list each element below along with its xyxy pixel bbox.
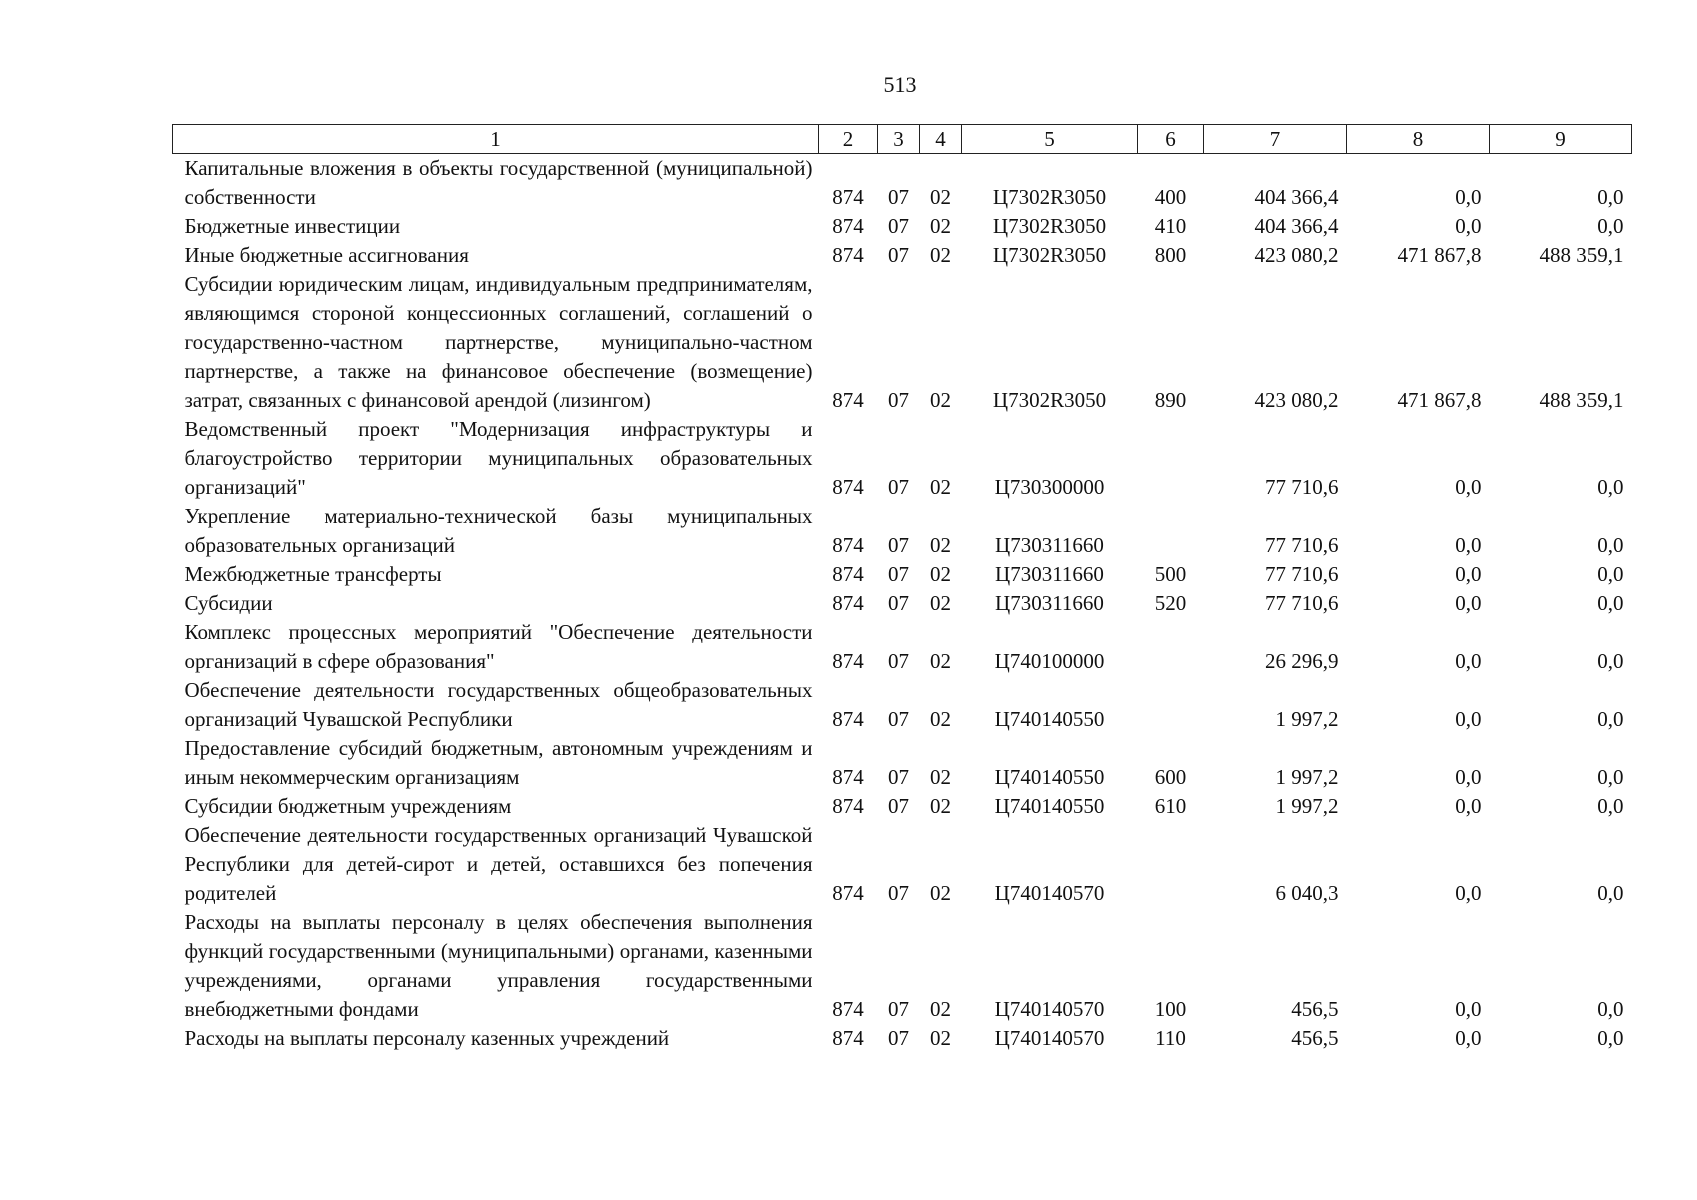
row-section-cell: 07 <box>888 765 909 789</box>
column-header: 1 <box>173 125 819 154</box>
row-name-cell: Расходы на выплаты персоналу казенных учреждений <box>184 1026 670 1050</box>
row-amount-3-cell: 488 359,1 <box>1539 388 1624 412</box>
table-row <box>173 560 1632 589</box>
row-section-cell: 07 <box>888 794 909 818</box>
row-target-code-cell: Ц740140550 <box>994 765 1105 789</box>
row-amount-3-cell: 0,0 <box>1597 591 1624 615</box>
row-section-cell: 07 <box>888 475 909 499</box>
row-amount-1-cell: 1 997,2 <box>1275 765 1339 789</box>
row-amount-3-cell: 0,0 <box>1597 475 1624 499</box>
row-amount-1-cell: 423 080,2 <box>1254 388 1339 412</box>
row-section-cell: 07 <box>888 185 909 209</box>
row-ved-cell: 874 <box>832 243 864 267</box>
row-amount-3-cell: 488 359,1 <box>1539 243 1624 267</box>
column-header: 4 <box>920 125 962 154</box>
row-expense-type-cell <box>1138 821 1204 908</box>
row-amount-2-cell: 0,0 <box>1455 1026 1482 1050</box>
row-amount-3-cell: 0,0 <box>1597 881 1624 905</box>
row-section-cell: 07 <box>888 243 909 267</box>
row-section-cell: 07 <box>888 649 909 673</box>
row-target-code-cell: Ц740140570 <box>994 881 1105 905</box>
row-amount-1-cell: 1 997,2 <box>1275 794 1339 818</box>
row-amount-2-cell: 0,0 <box>1455 214 1482 238</box>
table-row <box>173 734 1632 792</box>
row-amount-3-cell: 0,0 <box>1597 185 1624 209</box>
row-amount-3-cell: 0,0 <box>1597 214 1624 238</box>
row-ved-cell: 874 <box>832 185 864 209</box>
row-ved-cell: 874 <box>832 649 864 673</box>
row-name-cell: Укрепление материально-технической базы муниципальных образовательных организаций <box>184 504 813 557</box>
row-subsection-cell: 02 <box>930 388 951 412</box>
column-header: 8 <box>1347 125 1490 154</box>
column-header: 6 <box>1138 125 1204 154</box>
row-expense-type-cell: 410 <box>1154 214 1187 238</box>
row-expense-type-cell: 610 <box>1154 794 1187 818</box>
column-header: 2 <box>819 125 878 154</box>
row-target-code-cell: Ц7302R3050 <box>992 243 1107 267</box>
row-amount-2-cell: 0,0 <box>1455 997 1482 1021</box>
row-amount-1-cell: 6 040,3 <box>1275 881 1339 905</box>
column-header: 5 <box>962 125 1138 154</box>
row-ved-cell: 874 <box>832 533 864 557</box>
row-amount-1-cell: 77 710,6 <box>1265 475 1339 499</box>
table-row <box>173 270 1632 415</box>
row-target-code-cell: Ц740100000 <box>994 649 1105 673</box>
row-subsection-cell: 02 <box>930 707 951 731</box>
row-section-cell: 07 <box>888 214 909 238</box>
table-row <box>173 502 1632 560</box>
row-amount-1-cell: 404 366,4 <box>1254 185 1339 209</box>
table-row <box>173 821 1632 908</box>
row-subsection-cell: 02 <box>930 794 951 818</box>
row-subsection-cell: 02 <box>930 214 951 238</box>
row-amount-3-cell: 0,0 <box>1597 707 1624 731</box>
row-expense-type-cell <box>1138 618 1204 676</box>
column-header: 7 <box>1204 125 1347 154</box>
row-section-cell: 07 <box>888 562 909 586</box>
table-row <box>173 241 1632 270</box>
row-ved-cell: 874 <box>832 765 864 789</box>
row-expense-type-cell <box>1138 502 1204 560</box>
row-ved-cell: 874 <box>832 475 864 499</box>
row-section-cell: 07 <box>888 388 909 412</box>
row-ved-cell: 874 <box>832 214 864 238</box>
row-target-code-cell: Ц730311660 <box>995 591 1104 615</box>
row-name-cell: Обеспечение деятельности государственных общеобразовательных организаций Чувашской Республики <box>184 678 813 731</box>
row-amount-2-cell: 0,0 <box>1455 591 1482 615</box>
budget-table <box>172 124 1632 1053</box>
row-amount-1-cell: 26 296,9 <box>1265 649 1339 673</box>
row-amount-2-cell: 0,0 <box>1455 533 1482 557</box>
row-target-code-cell: Ц730300000 <box>994 475 1105 499</box>
row-name-cell: Иные бюджетные ассигнования <box>184 243 469 267</box>
row-name-cell: Капитальные вложения в объекты государственной (муниципальной) собственности <box>184 156 813 209</box>
row-subsection-cell: 02 <box>930 591 951 615</box>
row-target-code-cell: Ц7302R3050 <box>992 185 1107 209</box>
row-ved-cell: 874 <box>832 707 864 731</box>
row-amount-2-cell: 0,0 <box>1455 649 1482 673</box>
row-name-cell: Субсидии <box>184 591 273 615</box>
table-row <box>173 212 1632 241</box>
row-amount-1-cell: 423 080,2 <box>1254 243 1339 267</box>
row-target-code-cell: Ц740140570 <box>994 1026 1105 1050</box>
row-expense-type-cell: 890 <box>1154 388 1187 412</box>
row-target-code-cell: Ц740140550 <box>994 707 1105 731</box>
row-expense-type-cell: 520 <box>1154 591 1187 615</box>
row-subsection-cell: 02 <box>930 649 951 673</box>
row-expense-type-cell <box>1138 415 1204 502</box>
table-row <box>173 676 1632 734</box>
row-ved-cell: 874 <box>832 997 864 1021</box>
row-target-code-cell: Ц740140570 <box>994 997 1105 1021</box>
row-ved-cell: 874 <box>832 1026 864 1050</box>
row-amount-3-cell: 0,0 <box>1597 562 1624 586</box>
row-target-code-cell: Ц7302R3050 <box>992 214 1107 238</box>
row-section-cell: 07 <box>888 533 909 557</box>
row-subsection-cell: 02 <box>930 997 951 1021</box>
row-ved-cell: 874 <box>832 562 864 586</box>
row-ved-cell: 874 <box>832 388 864 412</box>
table-row <box>173 618 1632 676</box>
row-expense-type-cell: 500 <box>1154 562 1187 586</box>
row-amount-1-cell: 1 997,2 <box>1275 707 1339 731</box>
row-expense-type-cell: 100 <box>1154 997 1187 1021</box>
row-expense-type-cell <box>1138 676 1204 734</box>
column-header: 3 <box>878 125 920 154</box>
row-amount-1-cell: 77 710,6 <box>1265 562 1339 586</box>
row-subsection-cell: 02 <box>930 765 951 789</box>
row-expense-type-cell: 400 <box>1154 185 1187 209</box>
row-name-cell: Бюджетные инвестиции <box>184 214 401 238</box>
row-amount-2-cell: 0,0 <box>1455 881 1482 905</box>
row-section-cell: 07 <box>888 1026 909 1050</box>
row-amount-2-cell: 0,0 <box>1455 562 1482 586</box>
row-target-code-cell: Ц730311660 <box>995 562 1104 586</box>
row-amount-1-cell: 404 366,4 <box>1254 214 1339 238</box>
row-amount-2-cell: 0,0 <box>1455 185 1482 209</box>
row-expense-type-cell: 110 <box>1155 1026 1186 1050</box>
row-amount-1-cell: 77 710,6 <box>1265 533 1339 557</box>
row-subsection-cell: 02 <box>930 475 951 499</box>
row-name-cell: Межбюджетные трансферты <box>184 562 442 586</box>
row-amount-2-cell: 0,0 <box>1455 765 1482 789</box>
row-amount-1-cell: 77 710,6 <box>1265 591 1339 615</box>
row-amount-3-cell: 0,0 <box>1597 997 1624 1021</box>
row-amount-3-cell: 0,0 <box>1597 1026 1624 1050</box>
row-amount-3-cell: 0,0 <box>1597 533 1624 557</box>
row-amount-1-cell: 456,5 <box>1291 1026 1339 1050</box>
table-body <box>173 154 1632 1054</box>
row-amount-3-cell: 0,0 <box>1597 794 1624 818</box>
table-row <box>173 908 1632 1024</box>
row-amount-2-cell: 471 867,8 <box>1397 243 1482 267</box>
page-number: 513 <box>883 72 917 97</box>
table-row <box>173 154 1632 213</box>
row-ved-cell: 874 <box>832 591 864 615</box>
row-expense-type-cell: 600 <box>1154 765 1187 789</box>
row-ved-cell: 874 <box>832 881 864 905</box>
row-subsection-cell: 02 <box>930 1026 951 1050</box>
table-row <box>173 589 1632 618</box>
row-name-cell: Субсидии бюджетным учреждениям <box>184 794 512 818</box>
row-subsection-cell: 02 <box>930 562 951 586</box>
row-subsection-cell: 02 <box>930 533 951 557</box>
table-header <box>173 125 1632 154</box>
row-name-cell: Субсидии юридическим лицам, индивидуальным предпринимателям, являющимся стороной концессионных соглашений, соглашений о государственно-частном партнерстве, муниципально-частном партнерстве, а также на финансовое обеспечение (возмещение) затрат, связанных с финансовой арендой (лизингом) <box>184 272 813 412</box>
row-ved-cell: 874 <box>832 794 864 818</box>
header-row <box>173 125 1632 154</box>
row-subsection-cell: 02 <box>930 881 951 905</box>
row-subsection-cell: 02 <box>930 185 951 209</box>
row-section-cell: 07 <box>888 997 909 1021</box>
row-amount-3-cell: 0,0 <box>1597 765 1624 789</box>
row-name-cell: Ведомственный проект "Модернизация инфраструктуры и благоустройство территории муниципальных образовательных организаций" <box>184 417 813 499</box>
row-name-cell: Расходы на выплаты персоналу в целях обеспечения выполнения функций государственными (муниципальными) органами, казенными учреждениями, органами управления государственными внебюджетными фондами <box>184 910 813 1021</box>
table-row <box>173 1024 1632 1053</box>
row-target-code-cell: Ц7302R3050 <box>992 388 1107 412</box>
row-section-cell: 07 <box>888 591 909 615</box>
row-amount-3-cell: 0,0 <box>1597 649 1624 673</box>
row-amount-1-cell: 456,5 <box>1291 997 1339 1021</box>
row-expense-type-cell: 800 <box>1154 243 1187 267</box>
row-amount-2-cell: 471 867,8 <box>1397 388 1482 412</box>
row-target-code-cell: Ц730311660 <box>995 533 1104 557</box>
column-header: 9 <box>1490 125 1632 154</box>
row-amount-2-cell: 0,0 <box>1455 707 1482 731</box>
row-target-code-cell: Ц740140550 <box>994 794 1105 818</box>
row-name-cell: Обеспечение деятельности государственных организаций Чувашской Республики для детей-сирот и детей, оставшихся без попечения родителей <box>184 823 813 905</box>
row-section-cell: 07 <box>888 707 909 731</box>
row-amount-2-cell: 0,0 <box>1455 794 1482 818</box>
row-subsection-cell: 02 <box>930 243 951 267</box>
row-section-cell: 07 <box>888 881 909 905</box>
table-row <box>173 792 1632 821</box>
row-name-cell: Предоставление субсидий бюджетным, автономным учреждениям и иным некоммерческим организациям <box>184 736 813 789</box>
row-name-cell: Комплекс процессных мероприятий "Обеспечение деятельности организаций в сфере образования" <box>184 620 813 673</box>
table-row <box>173 415 1632 502</box>
row-amount-2-cell: 0,0 <box>1455 475 1482 499</box>
